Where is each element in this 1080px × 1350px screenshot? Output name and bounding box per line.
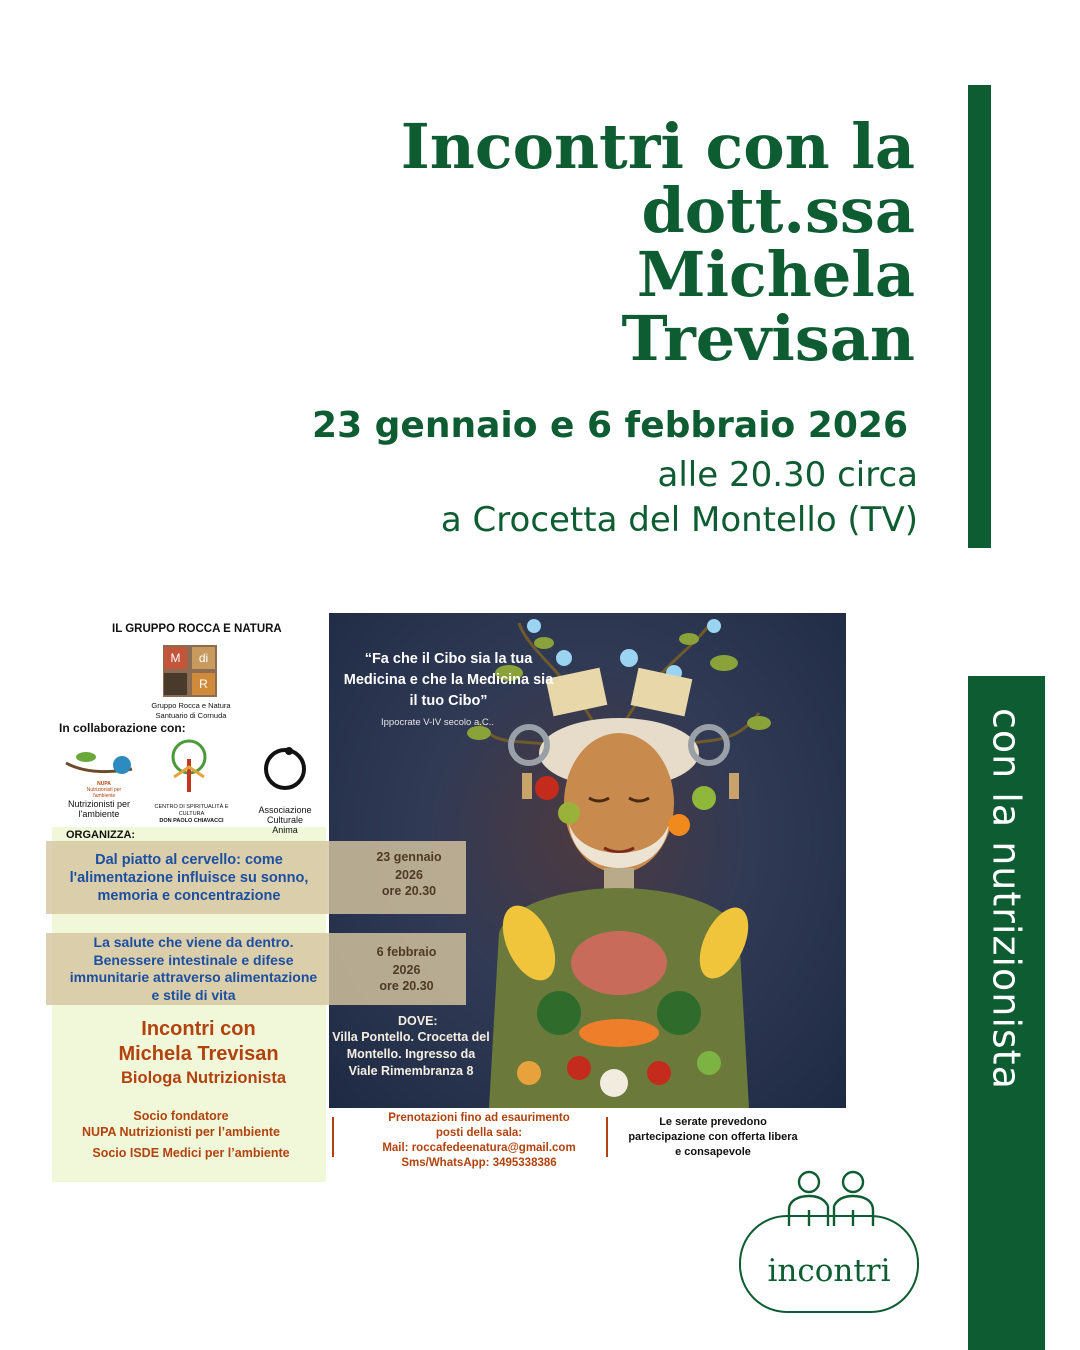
organizza-heading: ORGANIZZA: — [66, 829, 136, 841]
side-label: con la nutrizionista — [984, 708, 1029, 1090]
incontri-logo-label: incontri — [767, 1253, 891, 1289]
quote-author: Ippocrate V-IV secolo a.C.. — [381, 717, 495, 728]
quote-text: “Fa che il Cibo sia la tua Medicina e che la Medicina sia il tuo Cibo” — [343, 651, 554, 709]
title-line: Michela — [636, 238, 915, 311]
event-dates: 23 gennaio e 6 febbraio 2026 — [312, 405, 908, 446]
booking-block — [364, 1111, 594, 1171]
separator — [332, 1117, 334, 1157]
event-place: a Crocetta del Montello (TV) — [440, 500, 918, 540]
partner-anima: Associazione Culturale Anima — [258, 805, 312, 835]
event-time: alle 20.30 circa — [657, 455, 918, 495]
speaker-role: Biologa Nutrizionista — [121, 1069, 286, 1087]
event-poster — [46, 605, 861, 1180]
logo-caption-line: Santuario di Cornuda — [155, 711, 227, 720]
logo-letter: R — [192, 673, 215, 695]
group-logo-caption — [146, 701, 236, 721]
nupa-logo-text — [84, 781, 124, 799]
accent-bar-top — [968, 85, 991, 548]
title-line: Incontri con la — [400, 110, 915, 183]
nupa-mark: NUPA — [97, 781, 111, 787]
group-logo — [163, 645, 217, 697]
logo-caption-line: Gruppo Rocca e Natura — [151, 701, 231, 710]
title-line: dott.ssa — [641, 174, 915, 247]
logo-letter — [164, 673, 187, 695]
topic-2-time: ore 20.30 — [379, 979, 434, 993]
topic-1-title: Dal piatto al cervello: come l'alimentazione influisce su sonno, memoria e concentrazione — [69, 852, 309, 904]
dove-label: DOVE: — [398, 1014, 438, 1028]
centro-line: DON PAOLO CHIAVACCI — [159, 818, 224, 824]
nupa-mark-sub: Nutrizionisti per l'ambiente — [86, 787, 122, 799]
membership-line: NUPA Nutrizionisti per l’ambiente — [82, 1125, 280, 1139]
topic-2-title: La salute che viene da dentro. Benessere intestinale e difese immunitarie attraverso alimentazione e stile di vita — [69, 934, 318, 1003]
anima-logo — [259, 743, 311, 795]
collab-heading: In collaborazione con: — [59, 721, 186, 735]
dove-text: Villa Pontello. Crocetta del Montello. Ingresso da Viale Rimembranza 8 — [332, 1030, 490, 1078]
booking-line: Prenotazioni fino ad esaurimento — [388, 1112, 570, 1124]
offer-text: Le serate prevedono partecipazione con offerta libera e consapevole — [628, 1116, 798, 1158]
centro-logo — [164, 737, 214, 797]
speaker-name: Michela Trevisan — [118, 1043, 279, 1065]
separator — [606, 1117, 608, 1157]
membership-block — [66, 1108, 296, 1140]
speaker-block — [86, 1017, 311, 1067]
topic-1-date: 23 gennaio 2026 — [376, 850, 442, 882]
partner-nupa: Nutrizionisti per l'ambiente — [67, 799, 131, 819]
membership-line: Socio fondatore — [133, 1109, 229, 1123]
logo-letter: M — [164, 647, 187, 669]
booking-sms: Sms/WhatsApp: 3495338386 — [401, 1157, 557, 1169]
booking-mail: Mail: roccafedeenatura@gmail.com — [382, 1142, 576, 1154]
partner-centro — [149, 804, 234, 825]
topic-2-date: 6 febbraio 2026 — [376, 945, 437, 977]
title-line: Trevisan — [621, 302, 915, 375]
booking-line: posti della sala: — [435, 1127, 523, 1139]
speaker-intro: Incontri con — [141, 1018, 256, 1040]
topic-1-time: ore 20.30 — [381, 884, 437, 898]
logo-letter: di — [192, 647, 215, 669]
membership-isde: Socio ISDE Medici per l’ambiente — [92, 1146, 290, 1160]
centro-line: CENTRO DI SPIRITUALITÀ E CULTURA — [154, 804, 229, 817]
page-title — [215, 110, 915, 375]
group-heading: IL GRUPPO ROCCA E NATURA — [112, 623, 282, 635]
